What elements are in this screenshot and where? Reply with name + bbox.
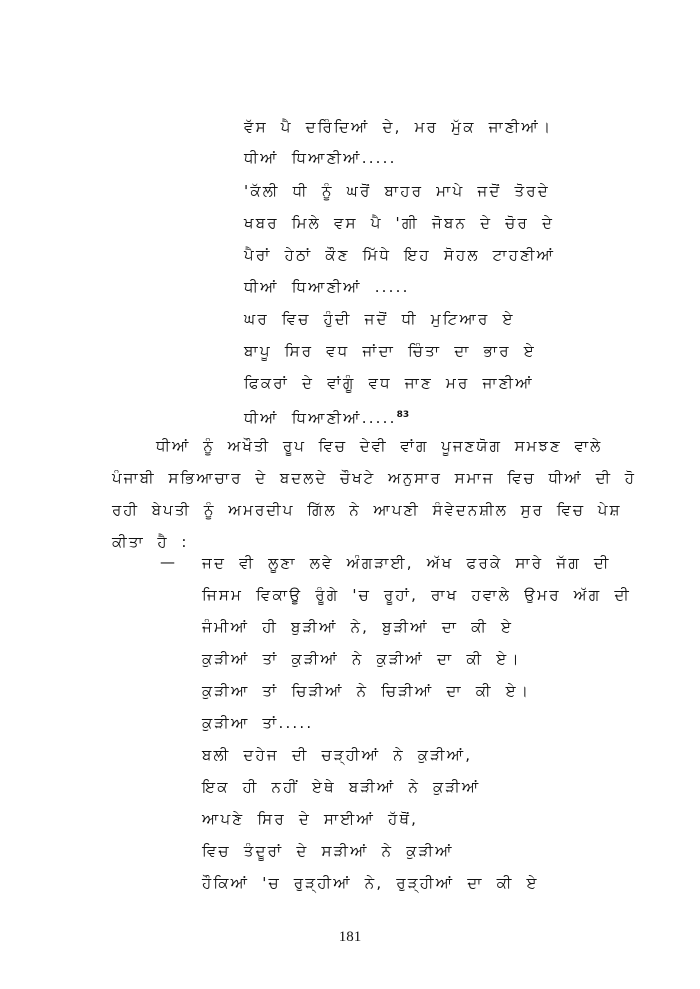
poem-line: ਜਦ ਵੀ ਲੂਣਾ ਲਵੇ ਅੰਗੜਾਈ, ਅੱਖ ਫਰਕੇ ਸਾਰੇ ਜੱਗ ਦੀ: [202, 554, 611, 572]
poem-line: ਕੁੜੀਆਂ ਤਾਂ ਕੁੜੀਆਂ ਨੇ ਕੁੜੀਆਂ ਦਾ ਕੀ ਏ।: [202, 650, 521, 668]
poem-line: 'ਕੱਲੀ ਧੀ ਨੂੰ ਘਰੋਂ ਬਾਹਰ ਮਾਪੇ ਜਦੋਂ ਤੋਰਦੇ: [244, 182, 550, 200]
poem-line: ਵਿਚ ਤੰਦੂਰਾਂ ਦੇ ਸੜੀਆਂ ਨੇ ਕੁੜੀਆਂ: [202, 842, 454, 860]
poem-line-text: ਧੀਆਂ ਧਿਆਣੀਆਂ.....: [244, 409, 397, 427]
footnote-marker: 83: [396, 410, 410, 420]
em-dash: —: [160, 553, 175, 571]
paragraph-line: ਧੀਆਂ ਨੂੰ ਅਖੌਤੀ ਰੂਪ ਵਿਚ ਦੇਵੀ ਵਾਂਗ ਪੂਜਣਯੋਗ ਸਮਝਣ ਵਾਲੇ: [156, 437, 603, 455]
paragraph-line: ਪੰਜਾਬੀ ਸਭਿਆਚਾਰ ਦੇ ਬਦਲਦੇ ਚੌਖਟੇ ਅਨੁਸਾਰ ਸਮਾਜ ਵਿਚ ਧੀਆਂ ਦੀ ਹੋ: [112, 469, 636, 487]
poem-line: ਬਾਪੂ ਸਿਰ ਵਧ ਜਾਂਦਾ ਚਿੰਤਾ ਦਾ ਭਾਰ ਏ: [244, 342, 536, 360]
poem-line: ਬਲੀ ਦਹੇਜ ਦੀ ਚੜ੍ਹੀਆਂ ਨੇ ਕੁੜੀਆਂ,: [202, 746, 473, 764]
paragraph-line: ਕੀਤਾ ਹੈ :: [112, 533, 189, 551]
poem-line: ਜਿਸਮ ਵਿਕਾਊ ਰੂੰਗੇ 'ਚ ਰੂਹਾਂ, ਰਾਖ ਹਵਾਲੇ ਉਮਰ ਅੱਗ ਦੀ: [202, 586, 632, 604]
poem-line-with-footnote: [244, 405, 409, 428]
poem-line: ਇਕ ਹੀ ਨਹੀਂ ਏਥੇ ਬੜੀਆਂ ਨੇ ਕੁੜੀਆਂ: [202, 778, 481, 796]
poem-line: ਆਪਣੇ ਸਿਰ ਦੇ ਸਾਈਆਂ ਹੱਥੋਂ,: [202, 810, 419, 828]
poem-line: ਧੀਆਂ ਧਿਆਣੀਆਂ .....: [244, 278, 410, 296]
poem-line: ਹੌਕਿਆਂ 'ਚ ਰੁੜ੍ਹੀਆਂ ਨੇ, ਰੁੜ੍ਹੀਆਂ ਦਾ ਕੀ ਏ: [202, 874, 539, 892]
poem-line: ਵੱਸ ਪੈ ਦਰਿੰਦਿਆਂ ਦੇ, ਮਰ ਮੁੱਕ ਜਾਣੀਆਂ।: [244, 118, 553, 136]
page-number: 181: [338, 929, 362, 945]
poem-line: ਘਰ ਵਿਚ ਹੁੰਦੀ ਜਦੋਂ ਧੀ ਮੁਟਿਆਰ ਏ: [244, 310, 515, 328]
poem-line: ਧੀਆਂ ਧਿਆਣੀਆਂ.....: [244, 149, 397, 167]
poem-line: ਕੁੜੀਆ ਤਾਂ.....: [202, 714, 314, 732]
poem-line: ਕੁੜੀਆ ਤਾਂ ਚਿੜੀਆਂ ਨੇ ਚਿੜੀਆਂ ਦਾ ਕੀ ਏ।: [202, 682, 531, 700]
poem-line: ਜੰਮੀਆਂ ਹੀ ਬੁੜੀਆਂ ਨੇ, ਬੁੜੀਆਂ ਦਾ ਕੀ ਏ: [202, 618, 514, 636]
paragraph-line: ਰਹੀ ਬੇਪਤੀ ਨੂੰ ਅਮਰਦੀਪ ਗਿੱਲ ਨੇ ਆਪਣੀ ਸੰਵੇਦਨਸ਼ੀਲ ਸੁਰ ਵਿਚ ਪੇਸ਼: [112, 501, 622, 519]
poem-line: ਖਬਰ ਮਿਲੇ ਵਸ ਪੈ 'ਗੀ ਜੋਬਨ ਦੇ ਚੋਰ ਦੇ: [244, 214, 555, 232]
poem-line: ਫਿਕਰਾਂ ਦੇ ਵਾਂਗੂੰ ਵਧ ਜਾਣ ਮਰ ਜਾਣੀਆਂ: [244, 374, 534, 392]
poem-line: ਪੈਰਾਂ ਹੇਠਾਂ ਕੌਣ ਮਿੱਧੇ ਇਹ ਸੋਹਲ ਟਾਹਣੀਆਂ: [244, 246, 556, 264]
